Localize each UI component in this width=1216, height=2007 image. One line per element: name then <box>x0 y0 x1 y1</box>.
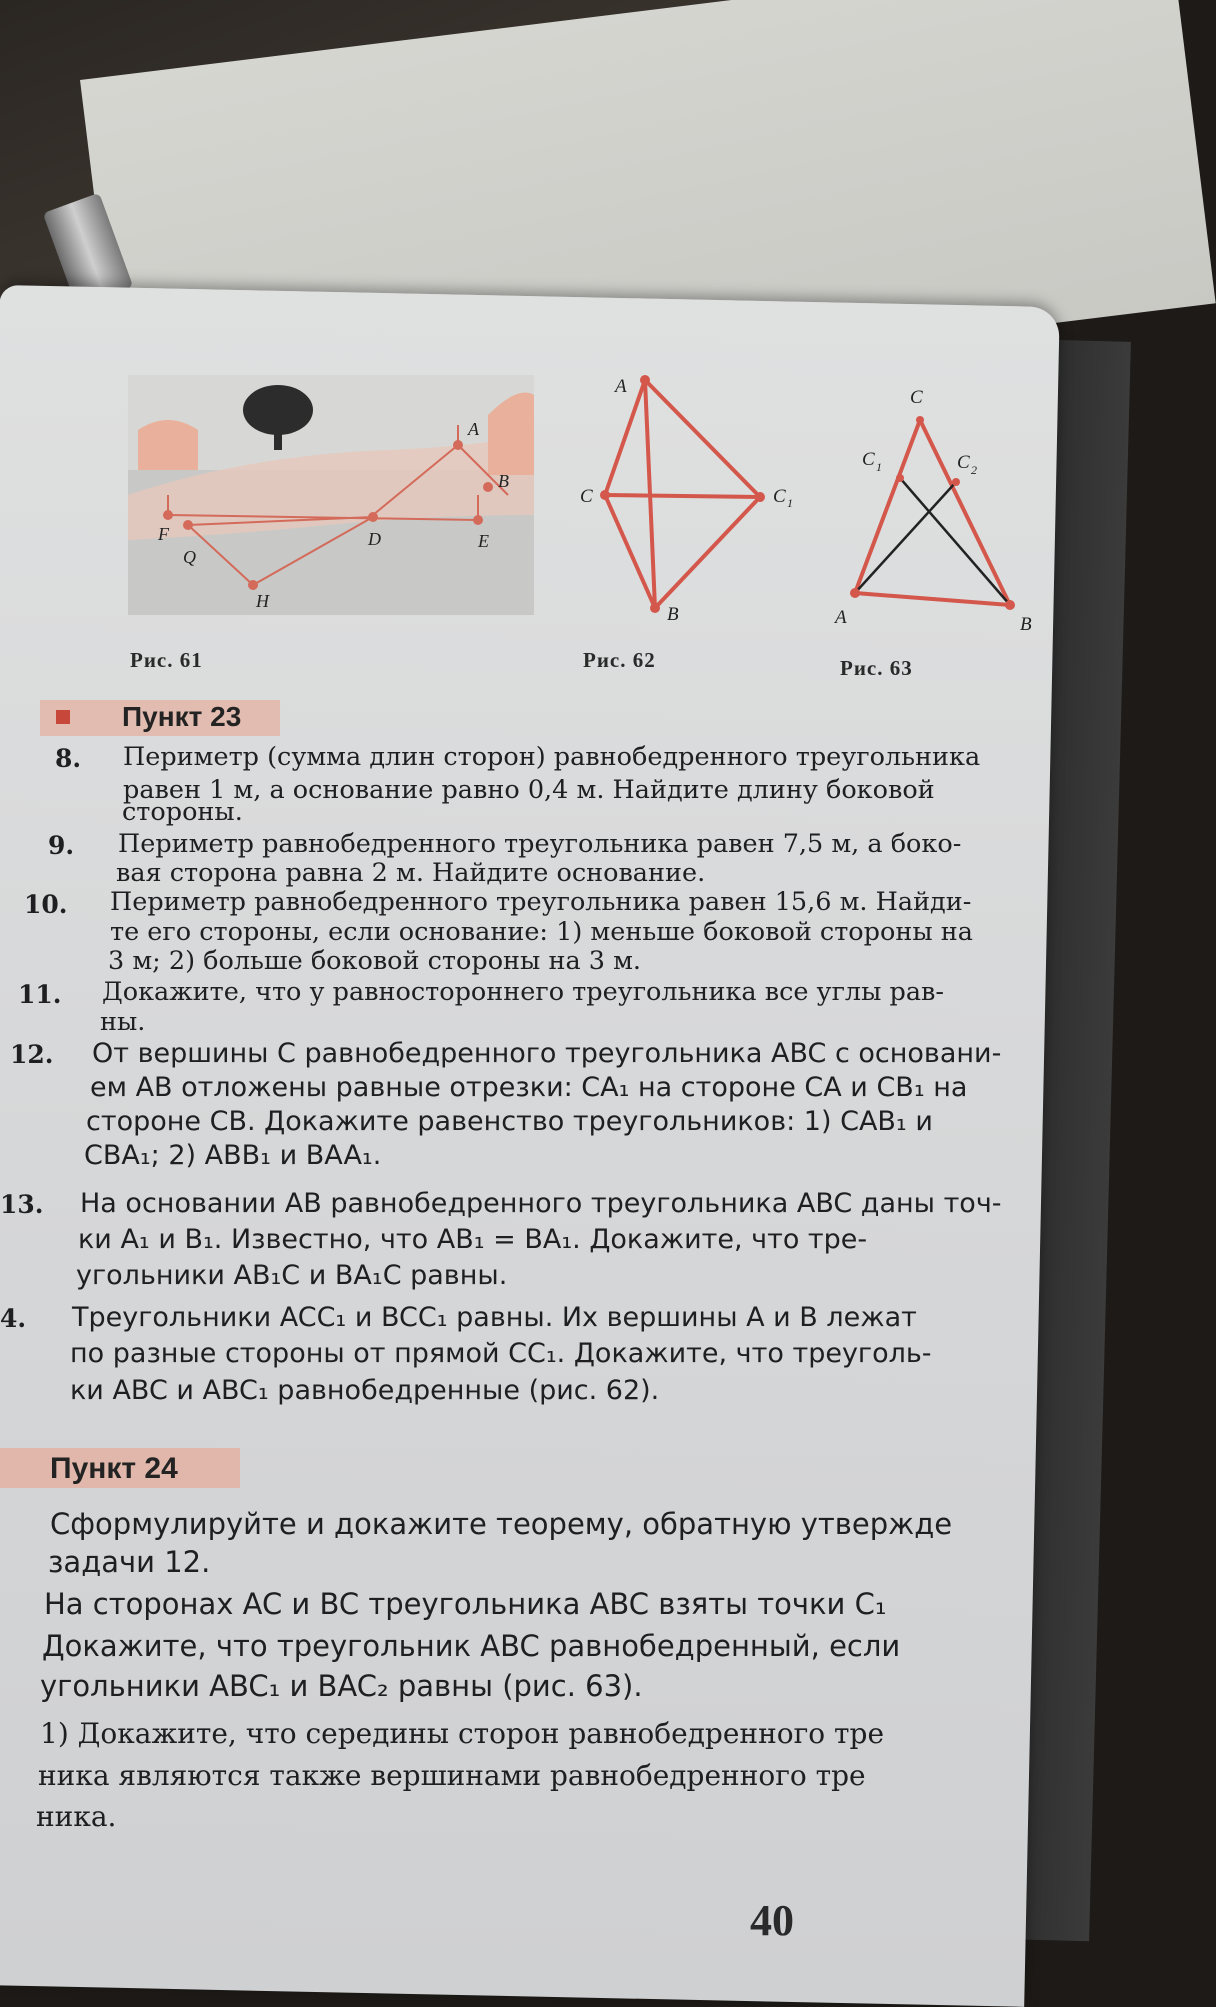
problem-14-line-2: по разные стороны от прямой CC₁. Докажите, что треуголь- <box>70 1338 932 1369</box>
fig62-label-c1: C <box>773 486 786 507</box>
problem-12-number: 12. <box>10 1040 54 1069</box>
fig62-label-b: B <box>667 604 679 625</box>
problem-13-line-3: угольники AB₁C и BA₁C равны. <box>76 1260 508 1291</box>
fig63-label-a: A <box>835 607 847 628</box>
figure-62 <box>575 370 805 630</box>
problem-12-line-4: CBA₁; 2) ABB₁ и BAA₁. <box>84 1140 382 1171</box>
problem-12-line-1: От вершины C равнобедренного треугольника ABC с основани- <box>92 1038 1002 1069</box>
figure-63 <box>830 385 1032 635</box>
fig61-bush-left <box>138 420 198 470</box>
section24-line-8: ника. <box>36 1800 117 1833</box>
fig62-label-a: A <box>615 376 627 397</box>
section24-line-7: ника являются также вершинами равнобедренного тре <box>38 1759 866 1792</box>
fig61-label-e: E <box>478 531 489 551</box>
problem-9-number: 9. <box>48 831 75 860</box>
problem-13-line-2: ки A₁ и B₁. Известно, что AB₁ = BA₁. Докажите, что тре- <box>78 1224 868 1255</box>
fig61-label-q: Q <box>183 547 196 567</box>
fig61-label-b: B <box>498 471 509 491</box>
section24-line-5: угольники ABC₁ и BAC₂ равны (рис. 63). <box>40 1669 643 1703</box>
problem-10-line-3: 3 м; 2) больше боковой стороны на 3 м. <box>108 946 642 976</box>
problem-8-number: 8. <box>55 744 82 773</box>
section24-line-4: Докажите, что треугольник ABC равнобедренный, если <box>42 1629 901 1663</box>
fig61-caption: Рис. 61 <box>130 648 203 672</box>
problem-12-line-2: ем AB отложены равные отрезки: CA₁ на стороне CA и CB₁ на <box>90 1072 968 1103</box>
svg-text:1: 1 <box>787 496 793 510</box>
section24-line-6: 1) Докажите, что середины сторон равнобедренного тре <box>40 1717 885 1750</box>
fig61-label-a: A <box>468 419 479 439</box>
fig63-label-c2: C <box>957 452 970 473</box>
fig63-label-c: C <box>910 387 923 408</box>
section24-line-3: На сторонах AC и BC треугольника ABC взяты точки C₁ <box>44 1587 887 1621</box>
problem-8-line-2: равен 1 м, а основание равно 0,4 м. Найдите длину боковой <box>123 775 935 805</box>
problem-14-line-1: Треугольники ACC₁ и BCC₁ равны. Их вершины A и B лежат <box>72 1302 917 1333</box>
fig63-label-c1: C <box>862 449 875 470</box>
problem-10-line-2: те его стороны, если основание: 1) меньше боковой стороны на <box>110 917 973 947</box>
problem-8-line-3: стороны. <box>122 797 243 827</box>
page-number: 40 <box>750 1896 794 1945</box>
fig61-label-h: H <box>256 591 269 611</box>
problem-9-line-2: вая сторона равна 2 м. Найдите основание. <box>116 858 706 888</box>
problem-9-line-1: Периметр равнобедренного треугольника равен 7,5 м, а боко- <box>118 829 962 859</box>
fig63-caption: Рис. 63 <box>840 656 913 680</box>
section23-bullet-icon <box>56 710 70 724</box>
fig63-label-b: B <box>1020 614 1032 635</box>
problem-11-line-1: Докажите, что у равностороннего треугольника все углы рав- <box>102 977 945 1007</box>
fig62-label-c: C <box>580 486 593 507</box>
fig62-caption: Рис. 62 <box>583 648 656 672</box>
problem-11-line-2: ны. <box>100 1007 146 1037</box>
section24-title: Пункт 24 <box>50 1452 178 1485</box>
problem-14-number: 4. <box>0 1304 27 1333</box>
problem-8-line-1: Периметр (сумма длин сторон) равнобедренного треугольника <box>123 742 981 772</box>
svg-text:1: 1 <box>876 460 882 474</box>
fig61-label-d: D <box>368 529 381 549</box>
section23-title: Пункт 23 <box>122 701 242 732</box>
problem-13-number: 13. <box>0 1190 44 1219</box>
problem-10-number: 10. <box>24 890 68 919</box>
svg-text:2: 2 <box>971 463 977 477</box>
figure-61 <box>128 375 534 615</box>
fig61-label-f: F <box>158 524 169 544</box>
problem-12-line-3: стороне CB. Докажите равенство треугольников: 1) CAB₁ и <box>86 1106 933 1137</box>
problem-10-line-1: Периметр равнобедренного треугольника равен 15,6 м. Найди- <box>110 887 972 917</box>
problem-14-line-3: ки ABC и ABC₁ равнобедренные (рис. 62). <box>70 1375 660 1406</box>
section24-line-1: Сформулируйте и докажите теорему, обратную утвержде <box>50 1507 953 1541</box>
section24-line-2: задачи 12. <box>48 1545 211 1579</box>
problem-11-number: 11. <box>18 980 62 1009</box>
problem-13-line-1: На основании AB равнобедренного треугольника ABC даны точ- <box>80 1188 1002 1219</box>
